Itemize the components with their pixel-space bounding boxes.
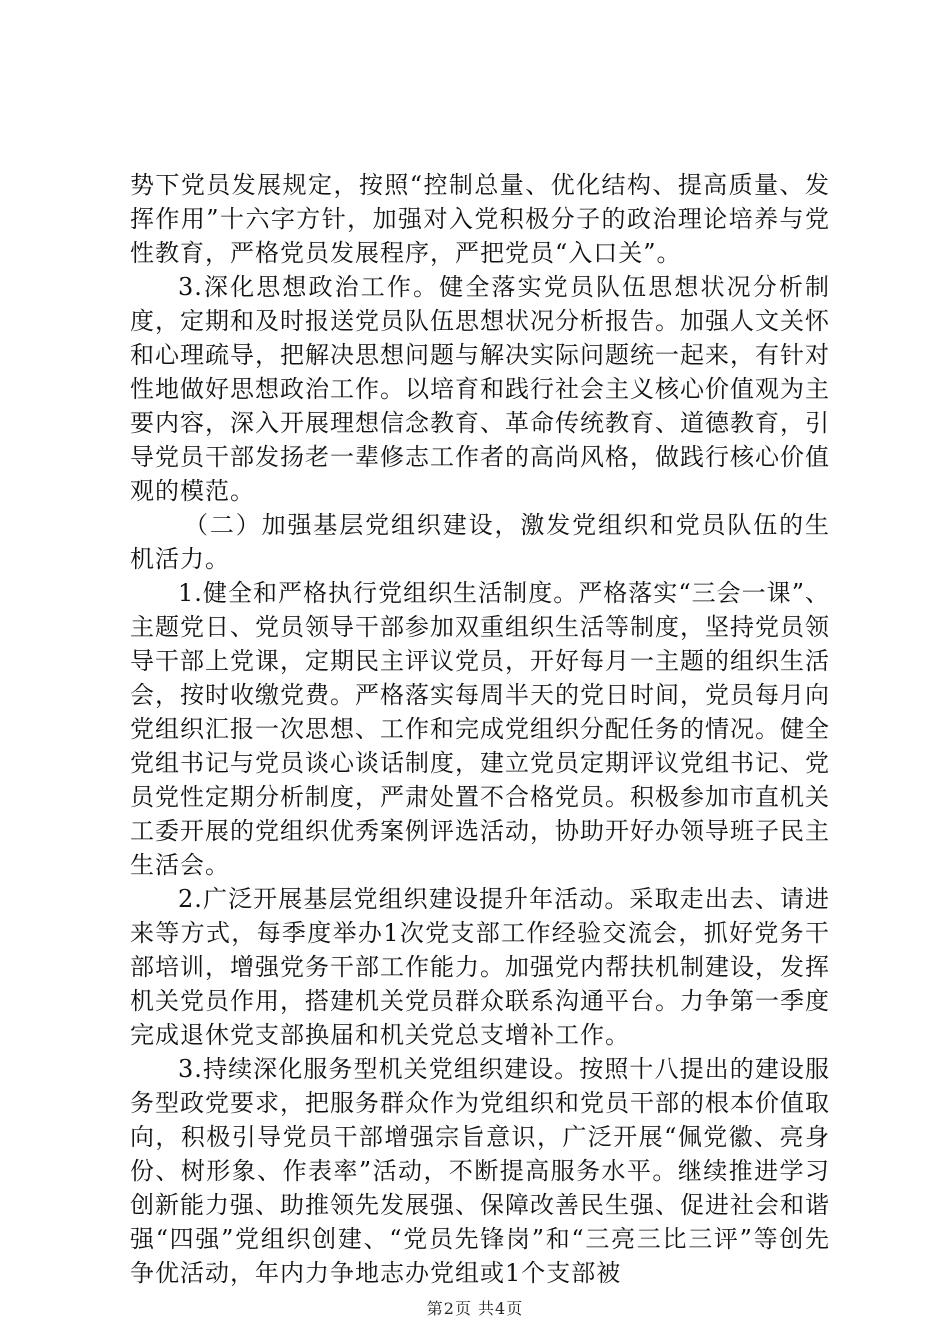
paragraph-item-2-grassroots: 2.广泛开展基层党组织建设提升年活动。采取走出去、请进来等方式，每季度举办1次党支部工作经验交流会，抓好党务干部培训，增强党务干部工作能力。加强党内帮扶机制建设，发挥机关党员作用，搭建机关党员群众联系沟通平台。力争第一季度完成退休党支部换届和机关党总支增补工作。 — [130, 885, 830, 1049]
document-body — [130, 168, 830, 1290]
section-heading-2: （二）加强基层党组织建设，激发党组织和党员队伍的生机活力。 — [130, 511, 830, 573]
page-number-footer: 第2页 共4页 — [426, 1299, 524, 1318]
paragraph-item-3-thought-work: 3.深化思想政治工作。健全落实党员队伍思想状况分析制度，定期和及时报送党员队伍思想状况分析报告。加强人文关怀和心理疏导，把解决思想问题与解决实际问题统一起来，有针对性地做好思想政治工作。以培育和践行社会主义核心价值观为主要内容，深入开展理想信念教育、革命传统教育、道德教育，引导党员干部发扬老一辈修志工作者的高尚风格，做践行核心价值观的模范。 — [130, 273, 830, 505]
paragraph-item-3-service: 3.持续深化服务型机关党组织建设。按照十八提出的建设服务型政党要求，把服务群众作为党组织和党员干部的根本价值取向，积极引导党员干部增强宗旨意识，广泛开展“佩党徽、亮身份、树形象、作表率”活动，不断提高服务水平。继续推进学习创新能力强、助推领先发展强、保障改善民生强、促进社会和谐强“四强”党组织创建、“党员先锋岗”和“三亮三比三评”等创先争优活动，年内力争地志办党组或1个支部被 — [130, 1055, 830, 1287]
paragraph-item-1-org-life: 1.健全和严格执行党组织生活制度。严格落实“三会一课”、主题党日、党员领导干部参加双重组织生活等制度，坚持党员领导干部上党课，定期民主评议党员，开好每月一主题的组织生活会，按时收缴党费。严格落实每周半天的党日时间，党员每月向党组织汇报一次思想、工作和完成党组织分配任务的情况。健全党组书记与党员谈心谈话制度，建立党员定期评议党组书记、党员党性定期分析制度，严肃处置不合格党员。积极参加市直机关工委开展的党组织优秀案例评选活动，协助开好办领导班子民主生活会。 — [130, 579, 830, 879]
paragraph-continuation: 势下党员发展规定，按照“控制总量、优化结构、提高质量、发挥作用”十六字方针，加强对入党积极分子的政治理论培养与党性教育，严格党员发展程序，严把党员“入口关”。 — [130, 171, 830, 267]
